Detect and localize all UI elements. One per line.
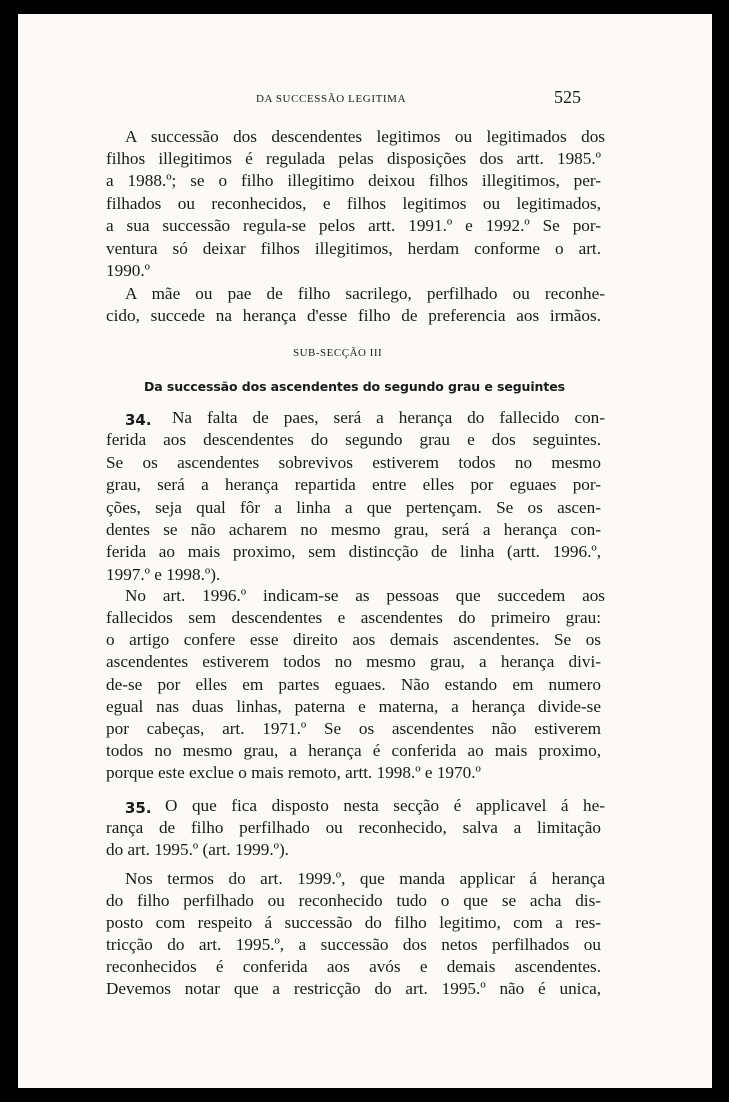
paragraph-line: ferida aos descendentes do segundo grau e dos seguintes.: [106, 430, 601, 449]
paragraph-line: cido, succede na herança d'esse filho de preferencia aos irmãos.: [106, 306, 601, 325]
paragraph-line: por cabeças, art. 1971.º Se os ascendentes não estiverem: [106, 719, 601, 738]
paragraph-line: No art. 1996.º indicam-se as pessoas que succedem aos: [125, 586, 605, 605]
paragraph-line: Nos termos do art. 1999.º, que manda applicar á herança: [125, 869, 605, 888]
paragraph-line: ções, seja qual fôr a linha a que pertençam. Se os ascen-: [106, 498, 601, 517]
paragraph-line: do filho perfilhado ou reconhecido tudo o que se acha dis-: [106, 891, 601, 910]
paragraph-line: de-se por elles em partes eguaes. Não estando em numero: [106, 675, 601, 694]
subsection-label: SUB-SECÇÃO III: [293, 347, 383, 359]
paragraph-line: o artigo confere esse direito aos demais ascendentes. Se os: [106, 630, 601, 649]
paragraph-line: ferida ao mais proximo, sem distincção de linha (artt. 1996.º,: [106, 542, 601, 561]
paragraph-line: dentes se não acharem no mesmo grau, será a herança con-: [106, 520, 601, 539]
paragraph-line: 1990.º: [106, 261, 151, 280]
paragraph-line: a sua successão regula-se pelos artt. 1991.º e 1992.º Se por-: [106, 216, 601, 235]
paragraph-line: a 1988.º; se o filho illegitimo deixou filhos illegitimos, per-: [106, 171, 601, 190]
paragraph-line: Se os ascendentes sobrevivos estiverem todos no mesmo: [106, 453, 601, 472]
paragraph-line: Devemos notar que a restricção do art. 1995.º não é unica,: [106, 979, 601, 998]
paragraph-line: O que fica disposto nesta secção é applicavel á he-: [165, 796, 605, 815]
book-page: [18, 14, 712, 1088]
article-number: 34.: [125, 411, 152, 429]
paragraph-line: 1997.º e 1998.º).: [106, 565, 221, 584]
paragraph-line: ascendentes estiverem todos no mesmo grau, a herança divi-: [106, 652, 601, 671]
paragraph-line: A mãe ou pae de filho sacrilego, perfilhado ou reconhe-: [125, 284, 605, 303]
paragraph-line: reconhecidos é conferida aos avós e demais ascendentes.: [106, 957, 601, 976]
paragraph-line: posto com respeito á successão do filho legitimo, com a res-: [106, 913, 601, 932]
article-number: 35.: [125, 799, 152, 817]
paragraph-line: Na falta de paes, será a herança do fallecido con-: [172, 408, 605, 427]
subsection-title: Da successão dos ascendentes do segundo grau e seguintes: [144, 379, 565, 394]
paragraph-line: grau, será a herança repartida entre elles por eguaes por-: [106, 475, 601, 494]
paragraph-line: rança de filho perfilhado ou reconhecido, salva a limitação: [106, 818, 601, 837]
paragraph-line: fallecidos sem descendentes e ascendentes do primeiro grau:: [106, 608, 601, 627]
paragraph-line: tricção do art. 1995.º, a successão dos netos perfilhados ou: [106, 935, 601, 954]
paragraph-line: filhados ou reconhecidos, e filhos legitimos ou legitimados,: [106, 194, 601, 213]
paragraph-line: todos no mesmo grau, a herança é conferida ao mais proximo,: [106, 741, 601, 760]
paragraph-line: filhos illegitimos é regulada pelas disposições dos artt. 1985.º: [106, 149, 601, 168]
paragraph-line: ventura só deixar filhos illegitimos, herdam conforme o art.: [106, 239, 601, 258]
paragraph-line: A successão dos descendentes legitimos ou legitimados dos: [125, 127, 605, 146]
paragraph-line: egual nas duas linhas, paterna e materna, a herança divide-se: [106, 697, 601, 716]
running-title: DA SUCCESSÃO LEGITIMA: [256, 93, 407, 105]
paragraph-line: do art. 1995.º (art. 1999.º).: [106, 840, 289, 859]
page-number: 525: [554, 87, 581, 107]
paragraph-line: porque este exclue o mais remoto, artt. 1998.º e 1970.º: [106, 763, 481, 782]
